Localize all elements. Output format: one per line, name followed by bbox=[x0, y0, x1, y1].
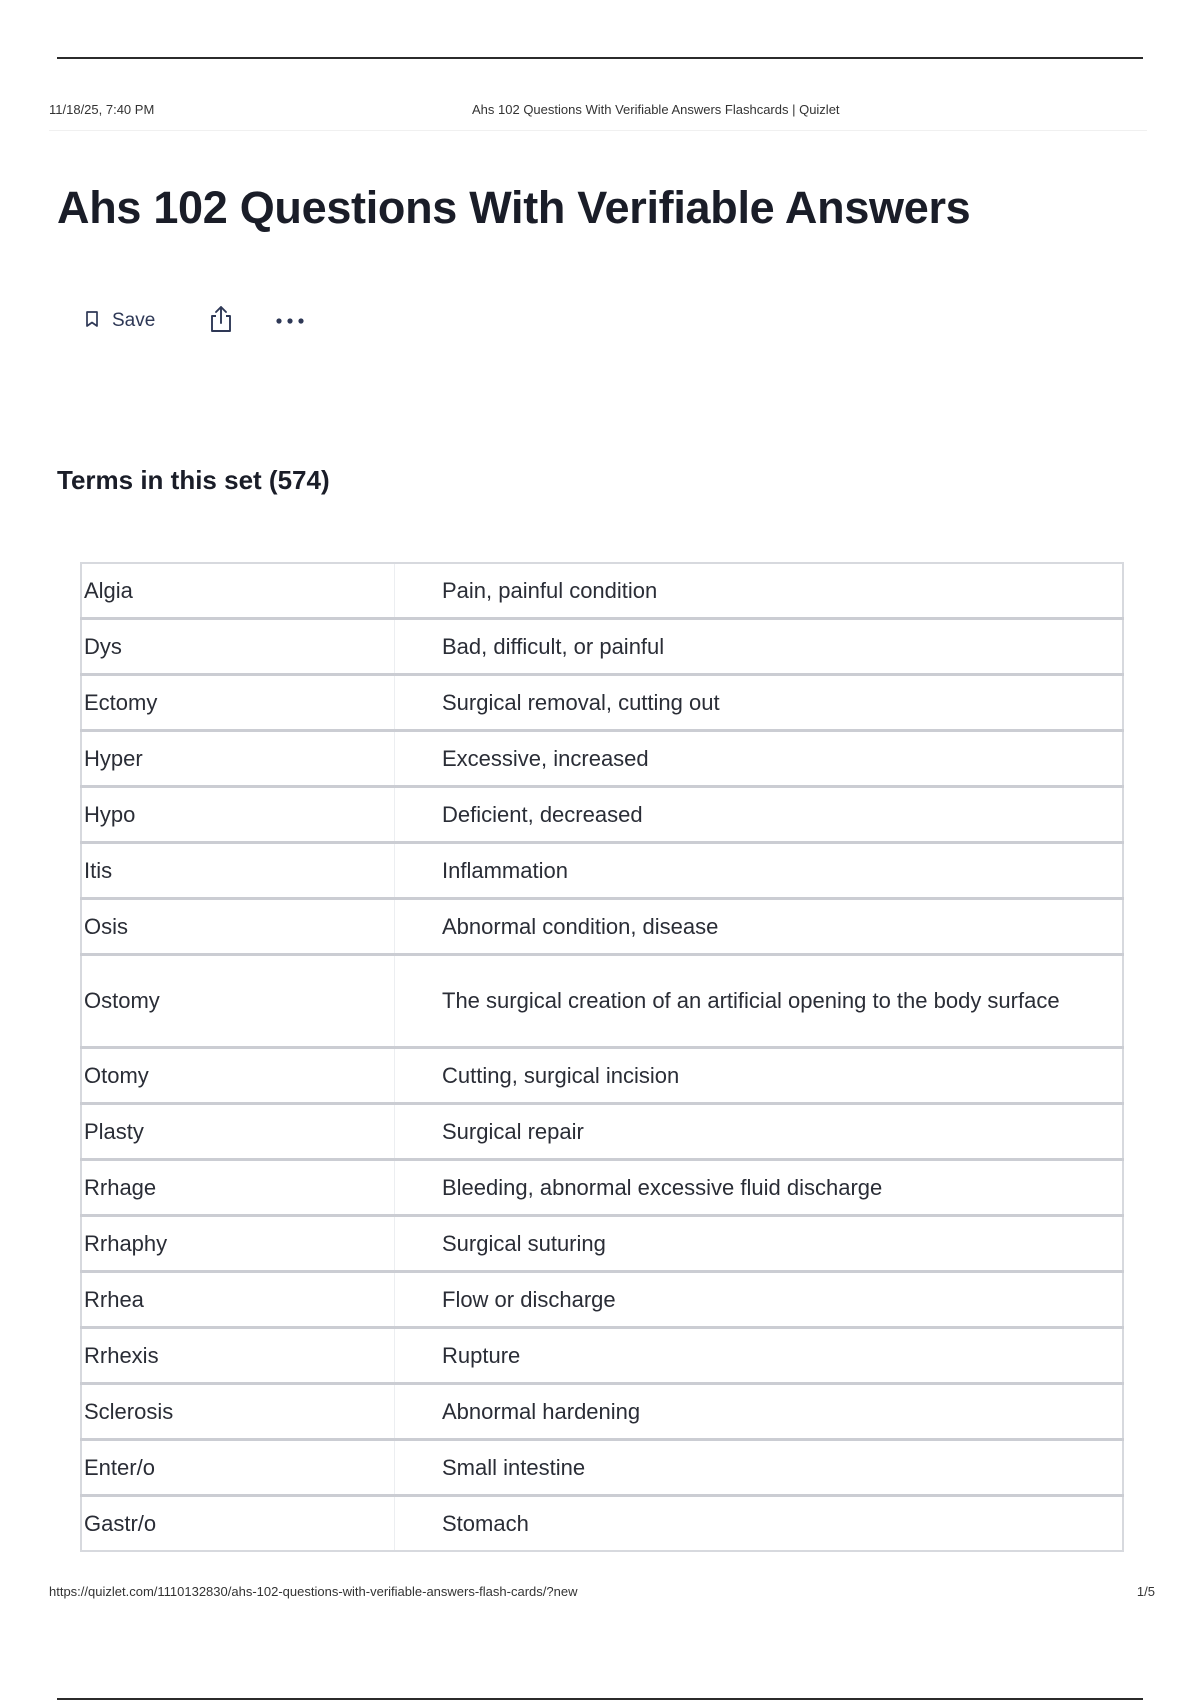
definition-cell: Surgical suturing bbox=[395, 1216, 1124, 1272]
definition-cell: Abnormal condition, disease bbox=[395, 899, 1124, 955]
definition-cell: Inflammation bbox=[395, 843, 1124, 899]
print-date: 11/18/25, 7:40 PM bbox=[49, 102, 155, 117]
table-row bbox=[81, 1328, 1123, 1384]
table-row bbox=[81, 1440, 1123, 1496]
definition-cell: Abnormal hardening bbox=[395, 1384, 1124, 1440]
term-cell: Hypo bbox=[81, 787, 395, 843]
terms-table-body bbox=[81, 563, 1123, 1551]
definition-cell: Rupture bbox=[395, 1328, 1124, 1384]
term-cell: Osis bbox=[81, 899, 395, 955]
term-cell: Rrhexis bbox=[81, 1328, 395, 1384]
definition-cell: Surgical repair bbox=[395, 1104, 1124, 1160]
table-row bbox=[81, 955, 1123, 1048]
table-row bbox=[81, 899, 1123, 955]
term-cell: Sclerosis bbox=[81, 1384, 395, 1440]
term-cell: Rrhage bbox=[81, 1160, 395, 1216]
table-row bbox=[81, 619, 1123, 675]
table-row bbox=[81, 1160, 1123, 1216]
action-bar bbox=[84, 303, 305, 339]
term-cell: Enter/o bbox=[81, 1440, 395, 1496]
definition-cell: Bad, difficult, or painful bbox=[395, 619, 1124, 675]
table-row bbox=[81, 787, 1123, 843]
term-cell: Rrhea bbox=[81, 1272, 395, 1328]
definition-cell: Stomach bbox=[395, 1496, 1124, 1552]
term-cell: Dys bbox=[81, 619, 395, 675]
table-row bbox=[81, 1104, 1123, 1160]
more-options-button[interactable] bbox=[275, 312, 305, 330]
term-cell: Plasty bbox=[81, 1104, 395, 1160]
terms-table bbox=[80, 562, 1124, 1552]
terms-heading: Terms in this set (574) bbox=[57, 465, 330, 495]
page-number: 1/5 bbox=[1136, 1584, 1155, 1599]
term-cell: Hyper bbox=[81, 731, 395, 787]
page-title: Ahs 102 Questions With Verifiable Answers bbox=[57, 182, 971, 233]
definition-cell: Surgical removal, cutting out bbox=[395, 675, 1124, 731]
term-cell: Gastr/o bbox=[81, 1496, 395, 1552]
save-label: Save bbox=[112, 310, 156, 331]
table-row bbox=[81, 675, 1123, 731]
page-url: https://quizlet.com/1110132830/ahs-102-questions-with-verifiable-answers-flash-cards/?new bbox=[49, 1584, 578, 1599]
definition-cell: Excessive, increased bbox=[395, 731, 1124, 787]
term-cell: Otomy bbox=[81, 1048, 395, 1104]
top-rule bbox=[57, 57, 1143, 59]
table-row bbox=[81, 1384, 1123, 1440]
definition-cell: Bleeding, abnormal excessive fluid discharge bbox=[395, 1160, 1124, 1216]
header-divider bbox=[49, 130, 1147, 131]
term-cell: Itis bbox=[81, 843, 395, 899]
definition-cell: Pain, painful condition bbox=[442, 577, 658, 603]
definition-cell: Small intestine bbox=[395, 1440, 1124, 1496]
definition-cell: Cutting, surgical incision bbox=[395, 1048, 1124, 1104]
table-row bbox=[81, 1272, 1123, 1328]
table-row bbox=[81, 563, 1123, 619]
table-row bbox=[81, 1216, 1123, 1272]
term-cell: Ostomy bbox=[81, 955, 395, 1048]
definition-cell: Deficient, decreased bbox=[395, 787, 1124, 843]
definition-cell: Flow or discharge bbox=[395, 1272, 1124, 1328]
term-cell: Rrhaphy bbox=[81, 1216, 395, 1272]
table-row bbox=[81, 731, 1123, 787]
print-doc-title: Ahs 102 Questions With Verifiable Answers Flashcards | Quizlet bbox=[472, 102, 840, 117]
more-icon bbox=[275, 312, 305, 330]
bookmark-icon bbox=[84, 310, 100, 333]
share-button[interactable] bbox=[207, 304, 235, 339]
print-header bbox=[49, 102, 1147, 122]
term-cell: Algia bbox=[81, 563, 395, 619]
table-row bbox=[81, 1496, 1123, 1552]
share-icon bbox=[207, 304, 235, 339]
definition-cell: The surgical creation of an artificial opening to the body surface bbox=[395, 955, 1124, 1048]
table-row bbox=[81, 1048, 1123, 1104]
term-cell: Ectomy bbox=[81, 675, 395, 731]
table-row bbox=[81, 843, 1123, 899]
save-button[interactable] bbox=[84, 310, 155, 333]
